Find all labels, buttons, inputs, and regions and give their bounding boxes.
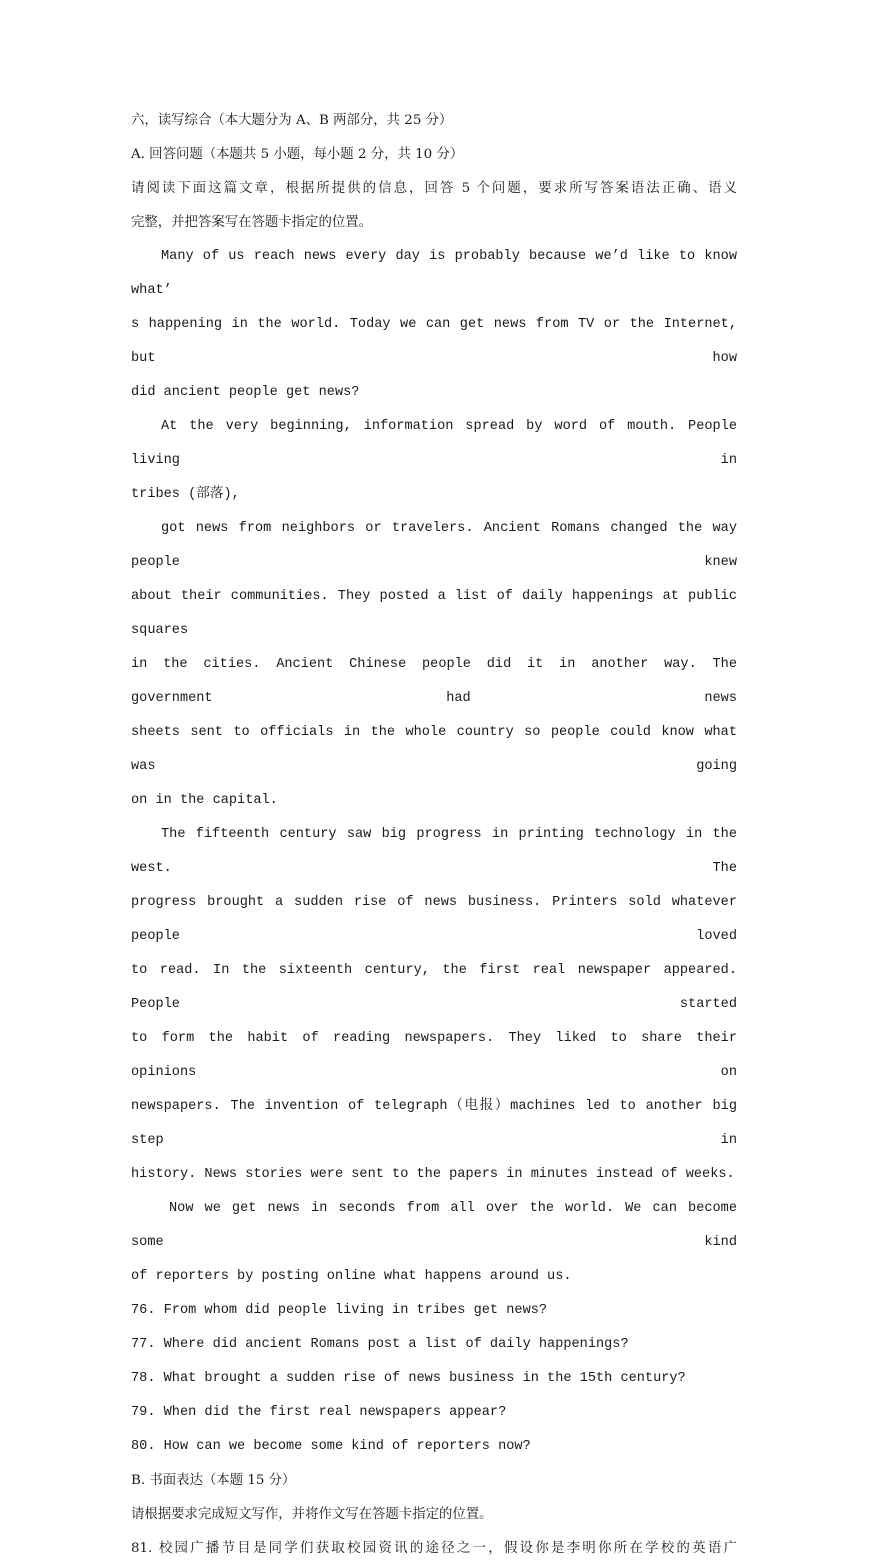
passage-line: got news from neighbors or travelers. Ancient Romans changed the way people knew xyxy=(131,521,746,570)
passage-line: At the very beginning, information spread by word of mouth. People living in xyxy=(131,419,746,468)
part-a-heading: A. 回答问题（本题共 5 小题，每小题 2 分，共 10 分） xyxy=(131,147,464,162)
question-78: 78. What brought a sudden rise of news business in the 15th century? xyxy=(131,1371,686,1386)
passage-line: The fifteenth century saw big progress in printing technology in the west. The xyxy=(131,827,746,876)
passage-line: Many of us reach news every day is probably because we’d like to know what’ xyxy=(131,249,746,298)
passage-line: s happening in the world. Today we can get news from TV or the Internet, but how xyxy=(131,317,746,366)
question-80: 80. How can we become some kind of reporters now? xyxy=(131,1439,531,1454)
passage-line: newspapers. The invention of telegraph（电报）machines led to another big step in xyxy=(131,1099,746,1148)
passage-line: on in the capital. xyxy=(131,793,278,808)
question-77: 77. Where did ancient Romans post a list of daily happenings? xyxy=(131,1337,629,1352)
passage-line: sheets sent to officials in the whole country so people could know what was going xyxy=(131,725,746,774)
passage-line: to read. In the sixteenth century, the first real newspaper appeared. People started xyxy=(131,963,746,1012)
passage-line: progress brought a sudden rise of news business. Printers sold whatever people loved xyxy=(131,895,746,944)
passage-line: about their communities. They posted a list of daily happenings at public squares xyxy=(131,589,746,638)
question-81: 81. 校园广播节目是同学们获取校园资讯的途径之一，假设你是李明你所在学校的英语广 xyxy=(131,1541,737,1556)
part-a-instruction-line-2: 完整，并把答案写在答题卡指定的位置。 xyxy=(131,215,373,230)
part-a-instruction-line-1: 请阅读下面这篇文章，根据所提供的信息，回答 5 个问题，要求所写答案语法正确、语义 xyxy=(131,181,737,196)
passage xyxy=(131,240,746,1294)
passage-line: tribes (部落), xyxy=(131,487,240,502)
question-76: 76. From whom did people living in tribes get news? xyxy=(131,1303,548,1318)
part-b-instruction: 请根据要求完成短文写作，并将作文写在答题卡指定的位置。 xyxy=(131,1507,493,1522)
exam-page xyxy=(131,104,746,1566)
question-list xyxy=(131,1294,737,1464)
passage-line: did ancient people get news? xyxy=(131,385,360,400)
passage-line: Now we get news in seconds from all over the world. We can become some kind xyxy=(131,1201,746,1250)
passage-line: to form the habit of reading newspapers. They liked to share their opinions on xyxy=(131,1031,746,1080)
passage-line: in the cities. Ancient Chinese people did it in another way. The government had news xyxy=(131,657,746,706)
question-79: 79. When did the first real newspapers appear? xyxy=(131,1405,507,1420)
passage-line: history. News stories were sent to the papers in minutes instead of weeks. xyxy=(131,1167,735,1182)
section-heading: 六，读写综合（本大题分为 A、B 两部分，共 25 分） xyxy=(131,113,453,128)
part-b-heading: B. 书面表达（本题 15 分） xyxy=(131,1473,296,1488)
passage-line: of reporters by posting online what happens around us. xyxy=(131,1269,572,1284)
